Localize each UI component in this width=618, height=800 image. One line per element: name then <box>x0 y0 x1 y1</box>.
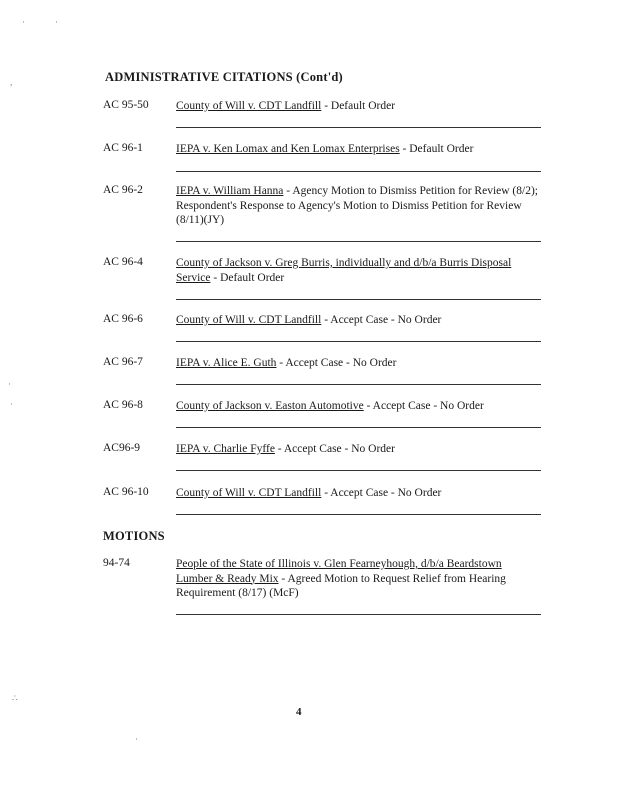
divider <box>176 299 541 300</box>
citation-description <box>176 442 538 457</box>
case-action: - Agency Motion to Dismiss Petition for Review (8/2); Respondent's Response to Agency's Motion to Dismiss Petition for Review (8/11)(JY) <box>176 185 538 226</box>
case-title: IEPA v. William Hanna <box>176 185 284 197</box>
case-action: - Accept Case - No Order <box>363 400 484 412</box>
scan-speck: · <box>135 734 138 744</box>
divider <box>176 470 541 471</box>
divider <box>176 241 541 242</box>
divider <box>176 514 541 515</box>
divider <box>176 427 541 428</box>
citation-number: AC 96-8 <box>103 399 143 411</box>
citation-number: AC 96-7 <box>103 356 143 368</box>
citation-description <box>176 184 538 228</box>
case-title: County of Will v. CDT Landfill <box>176 487 322 499</box>
citation-number: AC 96-6 <box>103 313 143 325</box>
citation-number: AC 96-10 <box>103 486 149 498</box>
case-action: - Default Order <box>210 271 285 284</box>
case-action: - Accept Case - No Order <box>321 487 442 499</box>
case-action: - Accept Case - No Order <box>276 357 397 369</box>
citation-number: AC96-9 <box>103 442 141 454</box>
citation-description <box>176 142 538 157</box>
citation-description <box>176 99 538 114</box>
case-title: County of Will v. CDT Landfill <box>176 314 322 326</box>
citation-description <box>176 256 538 285</box>
scan-speck: · <box>22 17 25 27</box>
case-action: - Accept Case - No Order <box>274 443 395 455</box>
divider <box>176 171 541 172</box>
citation-number: AC 96-1 <box>103 142 143 154</box>
citation-description <box>176 486 538 501</box>
case-action: - Default Order <box>399 143 474 155</box>
scan-speck: , <box>10 77 13 87</box>
case-title: County of Jackson v. Easton Automotive <box>176 400 364 412</box>
citation-number: AC 95-50 <box>103 99 149 111</box>
scan-speck: · <box>8 379 11 389</box>
citation-description <box>176 313 538 328</box>
admin-citations-heading: ADMINISTRATIVE CITATIONS (Cont'd) <box>105 70 343 84</box>
scan-speck: ∴ <box>12 693 18 703</box>
motions-heading: MOTIONS <box>103 529 165 543</box>
scan-speck: · <box>10 399 13 409</box>
page-number: 4 <box>296 706 302 718</box>
case-title: County of Will v. CDT Landfill <box>176 100 322 112</box>
divider <box>176 341 541 342</box>
case-title: IEPA v. Charlie Fyffe <box>176 443 275 455</box>
motion-number: 94-74 <box>103 557 130 569</box>
divider <box>176 384 541 385</box>
case-title: IEPA v. Alice E. Guth <box>176 357 277 369</box>
divider <box>176 614 541 615</box>
citation-description <box>176 399 538 414</box>
motion-description <box>176 557 538 601</box>
citation-description <box>176 356 538 371</box>
case-title: County of Jackson v. Greg Burris, individually and d/b/a Burris Disposal Service <box>176 257 512 284</box>
case-title: IEPA v. Ken Lomax and Ken Lomax Enterprises <box>176 143 400 155</box>
citation-number: AC 96-4 <box>103 256 143 268</box>
case-action: - Accept Case - No Order <box>321 314 442 326</box>
case-action: - Agreed Motion to Request Relief from Hearing Requirement (8/17) (McF) <box>176 572 506 599</box>
case-title: People of the State of Illinois v. Glen Fearneyhough, d/b/a Beardstown Lumber & Ready Mix <box>176 558 502 585</box>
divider <box>176 127 541 128</box>
scan-speck: · <box>55 17 58 27</box>
citation-number: AC 96-2 <box>103 184 143 196</box>
case-action: - Default Order <box>321 100 396 112</box>
